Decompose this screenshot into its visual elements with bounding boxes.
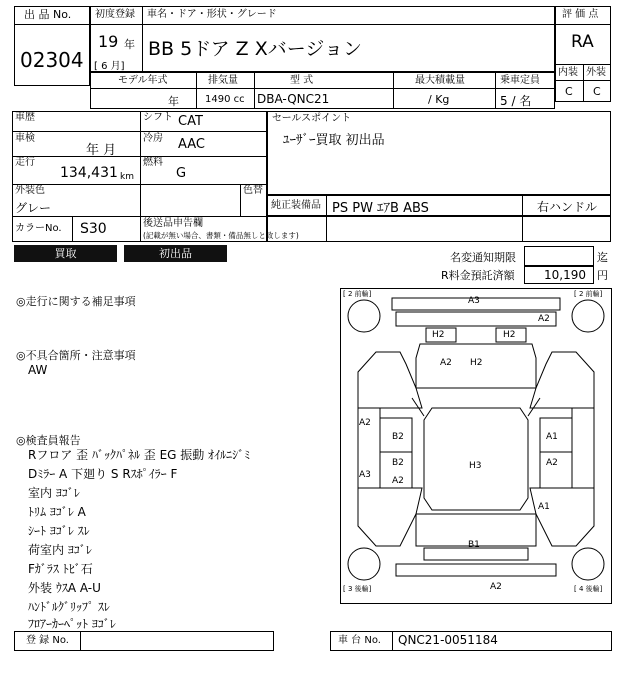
inspector-line: ﾊﾝﾄﾞﾙｸﾞﾘｯﾌﾟ ｽﾚ [28, 600, 110, 614]
inspection-label: 車検 [15, 133, 35, 144]
recycle-label: R料金預託済額 [441, 269, 515, 282]
ext-color-value: グレー [15, 201, 52, 215]
interior-label: 内装 [558, 67, 578, 78]
capacity-value: 5 / 名 [500, 94, 532, 108]
lot-label: 出 品 No. [24, 8, 72, 21]
car-name: BB 5ドア Z Xバージョン [148, 38, 362, 60]
name-change-label: 名変通知期限 [450, 251, 516, 264]
post-docs-label: 後送品申告欄 [143, 218, 203, 229]
model-year-label: モデル年式 [118, 75, 168, 86]
fuel-value: G [176, 166, 187, 181]
mark-light-left: H2 [432, 330, 445, 340]
mark-left-rear-door-a: A2 [392, 476, 404, 486]
driving-heading: ◎走行に関する補足事項 [16, 295, 136, 308]
inspector-line: Rフロア 歪 ﾊﾞｯｸﾊﾟﾈﾙ 歪 EG 振動 ｵｲﾙﾆｼﾞﾐ [28, 448, 251, 462]
inspection-value: 年 月 [86, 143, 117, 158]
mark-bonnet-a: A2 [440, 358, 452, 368]
mileage-label: 走行 [15, 157, 35, 168]
inspector-line: 外装 ｳｽA A-U [28, 581, 101, 595]
exterior-grade: C [593, 85, 601, 98]
displacement-label: 排気量 [208, 75, 238, 86]
mileage-value: 134,431 [60, 165, 118, 181]
inspector-line: Dﾐﾗｰ A 下廻り S Rｽﾎﾟｲﾗｰ F [28, 467, 178, 481]
mark-light-right: H2 [503, 330, 516, 340]
max-load-label: 最大積載量 [415, 75, 465, 86]
post-docs-note: (記載が無い場合、書類・備品無しと致します) [143, 231, 299, 240]
corner-rear-left: [ 3 後輪] [343, 585, 372, 593]
post-docs-box [267, 216, 611, 242]
shift-value: CAT [178, 114, 203, 129]
sales-point-label: セールスポイント [272, 113, 352, 124]
mileage-unit: km [120, 172, 134, 182]
defects-text: AW [28, 363, 48, 377]
first-reg-label: 初度登録 [95, 9, 135, 20]
name-change-field [524, 246, 594, 266]
ext-color-label: 外装色 [15, 185, 45, 196]
inspector-line: Fｶﾞﾗｽ ﾄﾋﾞ石 [28, 562, 93, 576]
first-listing-badge: 初出品 [124, 245, 227, 262]
recycle-unit: 円 [597, 269, 608, 282]
corner-rear-right: [ 4 後輪] [574, 585, 603, 593]
mark-left-front-fender: A2 [359, 418, 371, 428]
defects-heading: ◎不具合箇所・注意事項 [16, 349, 136, 362]
buy-badge: 買取 [14, 245, 117, 262]
inspector-line: 荷室内 ﾖｺﾞﾚ [28, 543, 92, 557]
car-diagram-drawing [340, 288, 612, 604]
inspector-heading: ◎検査員報告 [16, 434, 81, 447]
color-no-value: S30 [80, 221, 107, 237]
interior-grade: C [565, 85, 573, 98]
handle-value: 右ハンドル [537, 200, 598, 214]
mark-right-rear-fender: A1 [538, 502, 550, 512]
ac-value: AAC [178, 137, 205, 152]
corner-front-left: [ 2 前輪] [343, 290, 372, 298]
car-name-label: 車名・ドア・形状・グレード [147, 9, 277, 20]
displacement-value: 1490 cc [205, 94, 245, 105]
sales-point-value: ﾕｰｻﾞｰ買取 初出品 [283, 133, 385, 148]
first-reg-year: 19 [98, 32, 119, 51]
mark-rear-bumper: A2 [490, 582, 502, 592]
mark-left-rear-fender: A3 [359, 470, 371, 480]
mark-bonnet-h: H2 [470, 358, 483, 368]
mark-front-grille: A2 [538, 314, 550, 324]
mark-front-bumper: A3 [468, 296, 480, 306]
recycle-value: 10,190 [544, 268, 586, 282]
inspector-line: ﾄﾘﾑ ﾖｺﾞﾚ A [28, 505, 86, 519]
type-value: DBA-QNC21 [257, 92, 330, 106]
shift-label: シフト [143, 112, 173, 123]
chassis-label: 車 台 No. [338, 635, 381, 646]
type-label: 型 式 [290, 75, 314, 86]
max-load-value: / Kg [428, 93, 450, 106]
mark-left-front-door: B2 [392, 432, 404, 442]
mark-back-door: B1 [468, 540, 480, 550]
fuel-label: 燃料 [143, 157, 163, 168]
ac-label: 冷房 [143, 133, 163, 144]
mark-right-rear-door: A2 [546, 458, 558, 468]
color-change-label: 色替 [243, 185, 263, 196]
equipment-value: PS PW ｴｱB ABS [332, 201, 429, 216]
history-label: 車歴 [15, 112, 35, 123]
inspector-line: ｼｰﾄ ﾖｺﾞﾚ ｽﾚ [28, 524, 90, 538]
reg-no-label: 登 録 No. [26, 635, 69, 646]
rating-label: 評 価 点 [562, 9, 599, 20]
corner-front-right: [ 2 前輪] [574, 290, 603, 298]
chassis-value: QNC21-0051184 [398, 633, 498, 647]
name-change-unit: 迄 [597, 251, 608, 264]
mark-right-front-door: A1 [546, 432, 558, 442]
mark-left-rear-door-b: B2 [392, 458, 404, 468]
lot-number: 02304 [20, 48, 84, 72]
color-no-label: カラーNo. [15, 223, 62, 234]
inspector-line: 室内 ﾖｺﾞﾚ [28, 486, 80, 500]
mark-roof: H3 [469, 461, 482, 471]
first-reg-month: [ 6 月] [94, 61, 125, 72]
model-year-unit: 年 [168, 95, 179, 108]
equipment-label: 純正装備品 [271, 200, 321, 211]
capacity-label: 乗車定員 [500, 75, 540, 86]
first-reg-year-unit: 年 [124, 38, 135, 51]
inspector-line: ﾌﾛｱｰｶｰﾍﾟｯﾄ ﾖｺﾞﾚ [28, 617, 116, 631]
rating-value: RA [571, 32, 594, 52]
exterior-label: 外装 [586, 67, 606, 78]
